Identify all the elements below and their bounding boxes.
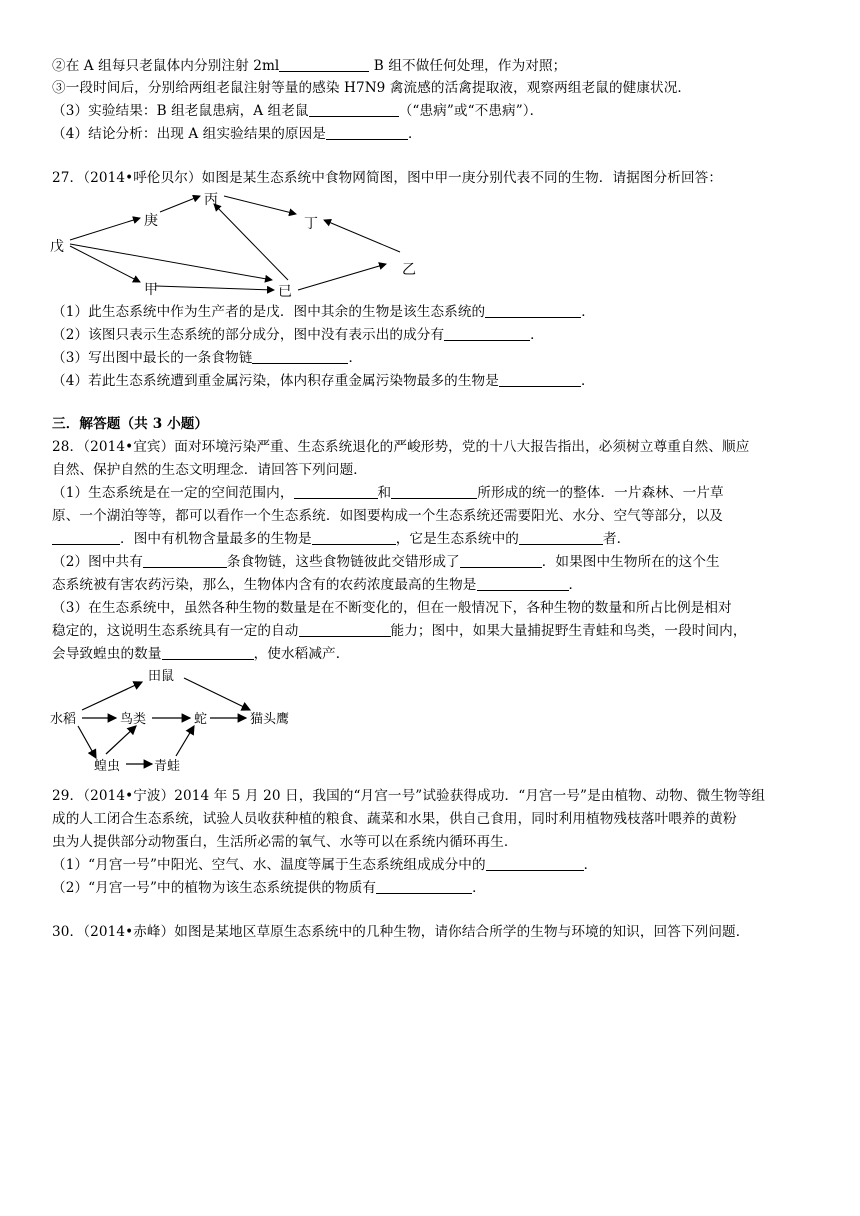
- question-28-part2-line2: 态系统被有害农药污染，那么，生物体内含有的农药浓度最高的生物是 ．: [52, 577, 583, 593]
- section-title: 三．解答题（共 3 小题）: [52, 416, 209, 432]
- question-28-part1-line1: （1）生态系统是在一定的空间范围内， 和 所形成的统一的整体．一片森林、一片草: [52, 485, 724, 501]
- organism-rice: 水稻: [50, 712, 77, 727]
- question-28-part3-line3: 会导致蝗虫的数量 ，使水稻减产．: [52, 646, 350, 662]
- question-26-step3: ③一段时间后，分别给两组老鼠注射等量的感染 H7N9 禽流感的活禽提取液，观察两组老鼠的健康状况．: [52, 80, 692, 96]
- answer-blank[interactable]: [312, 530, 396, 545]
- question-26-part3: （3）实验结果：B 组老鼠患病，A 组老鼠 （“患病”或“不患病”）．: [52, 103, 544, 119]
- organism-wu: 戊: [50, 239, 64, 255]
- question-29-part1: （1）“月宫一号”中阳光、空气、水、温度等属于生态系统组成成分中的 ．: [52, 857, 598, 873]
- question-28-part1-line2: 原、一个湖泊等等，都可以看作一个生态系统．如图要构成一个生态系统还需要阳光、水分、空气等部分，以及: [52, 508, 723, 524]
- answer-blank[interactable]: [326, 125, 408, 140]
- answer-blank[interactable]: [279, 57, 369, 72]
- answer-blank[interactable]: [460, 553, 542, 568]
- question-28-stem-1: 28．（2014•宜宾）面对环境污染严重、生态系统退化的严峻形势，党的十八大报告指出，必须树立尊重自然、顺应: [52, 439, 750, 455]
- answer-blank[interactable]: [52, 530, 120, 545]
- organism-ding: 丁: [304, 216, 318, 232]
- question-26-part4: （4）结论分析：出现 A 组实验结果的原因是 ．: [52, 126, 422, 142]
- organism-locust: 蝗虫: [94, 759, 121, 774]
- question-28-part2-line1: （2）图中共有 条食物链，这些食物链彼此交错形成了 ．如果图中生物所在的这个生: [52, 554, 720, 570]
- answer-blank[interactable]: [486, 856, 584, 871]
- organism-snake: 蛇: [194, 712, 208, 727]
- question-27-part1: （1）此生态系统中作为生产者的是戊．图中其余的生物是该生态系统的 ．: [52, 304, 595, 320]
- answer-blank[interactable]: [299, 622, 391, 637]
- answer-blank[interactable]: [519, 530, 603, 545]
- answer-blank[interactable]: [162, 645, 254, 660]
- question-28-part3-line2: 稳定的，这说明生态系统具有一定的自动 能力；图中，如果大量捕捉野生青蛙和鸟类，一段时间内，: [52, 623, 747, 639]
- answer-blank[interactable]: [391, 484, 477, 499]
- question-28-stem-2: 自然、保护自然的生态文明理念．请回答下列问题．: [52, 462, 367, 478]
- answer-blank[interactable]: [294, 484, 378, 499]
- organism-yi: 乙: [402, 262, 416, 278]
- answer-blank[interactable]: [485, 303, 581, 318]
- question-28-part3-line1: （3）在生态系统中，虽然各种生物的数量是在不断变化的，但在一般情况下，各种生物的数量和所占比例是相对: [52, 600, 732, 616]
- answer-blank[interactable]: [444, 326, 530, 341]
- answer-blank[interactable]: [309, 102, 399, 117]
- answer-blank[interactable]: [143, 553, 227, 568]
- organism-jia: 甲: [144, 282, 158, 298]
- answer-blank[interactable]: [499, 372, 581, 387]
- food-web-diagram-27: [48, 188, 428, 300]
- organism-ji: 已: [278, 284, 292, 300]
- question-28-part1-line3: ．图中有机物含量最多的生物是 ，它是生态系统中的 者．: [52, 529, 630, 549]
- organism-owl: 猫头鹰: [250, 712, 290, 727]
- question-26-step2: ②在 A 组每只老鼠体内分别注射 2ml B 组不做任何处理，作为对照；: [52, 58, 567, 74]
- question-27-stem: 27．（2014•呼伦贝尔）如图是某生态系统中食物网简图，图中甲一庚分别代表不同的生物．请据图分析回答：: [52, 170, 723, 186]
- organism-bird: 鸟类: [120, 712, 147, 727]
- organism-bing: 丙: [204, 192, 218, 208]
- answer-blank[interactable]: [376, 879, 472, 894]
- question-29-stem-2: 成的人工闭合生态系统，试验人员收获种植的粮食、蔬菜和水果，供自己食用，同时利用植物残枝落叶喂养的黄粉: [52, 811, 737, 827]
- organism-geng: 庚: [144, 213, 158, 229]
- question-27-part4: （4）若此生态系统遭到重金属污染，体内积存重金属污染物最多的生物是 ．: [52, 373, 595, 389]
- answer-blank[interactable]: [252, 349, 348, 364]
- question-30-stem: 30．（2014•赤峰）如图是某地区草原生态系统中的几种生物，请你结合所学的生物与环境的知识，回答下列问题．: [52, 924, 750, 940]
- question-29-stem-3: 虫为人提供部分动物蛋白，生活所必需的氧气、水等可以在系统内循环再生．: [52, 834, 518, 850]
- question-29-part2: （2）“月宫一号”中的植物为该生态系统提供的物质有 ．: [52, 880, 486, 896]
- answer-blank[interactable]: [477, 576, 569, 591]
- organism-frog: 青蛙: [154, 759, 181, 774]
- question-27-part2: （2）该图只表示生态系统的部分成分，图中没有表示出的成分有 ．: [52, 327, 544, 343]
- question-27-part3: （3）写出图中最长的一条食物链 ．: [52, 350, 363, 366]
- organism-vole: 田鼠: [148, 669, 175, 684]
- food-web-diagram-28: [50, 664, 310, 776]
- question-29-stem-1: 29．（2014•宁波）2014 年 5 月 20 日，我国的“月宫一号”试验获得成功．“月宫一号”是由植物、动物、微生物等组: [52, 788, 766, 804]
